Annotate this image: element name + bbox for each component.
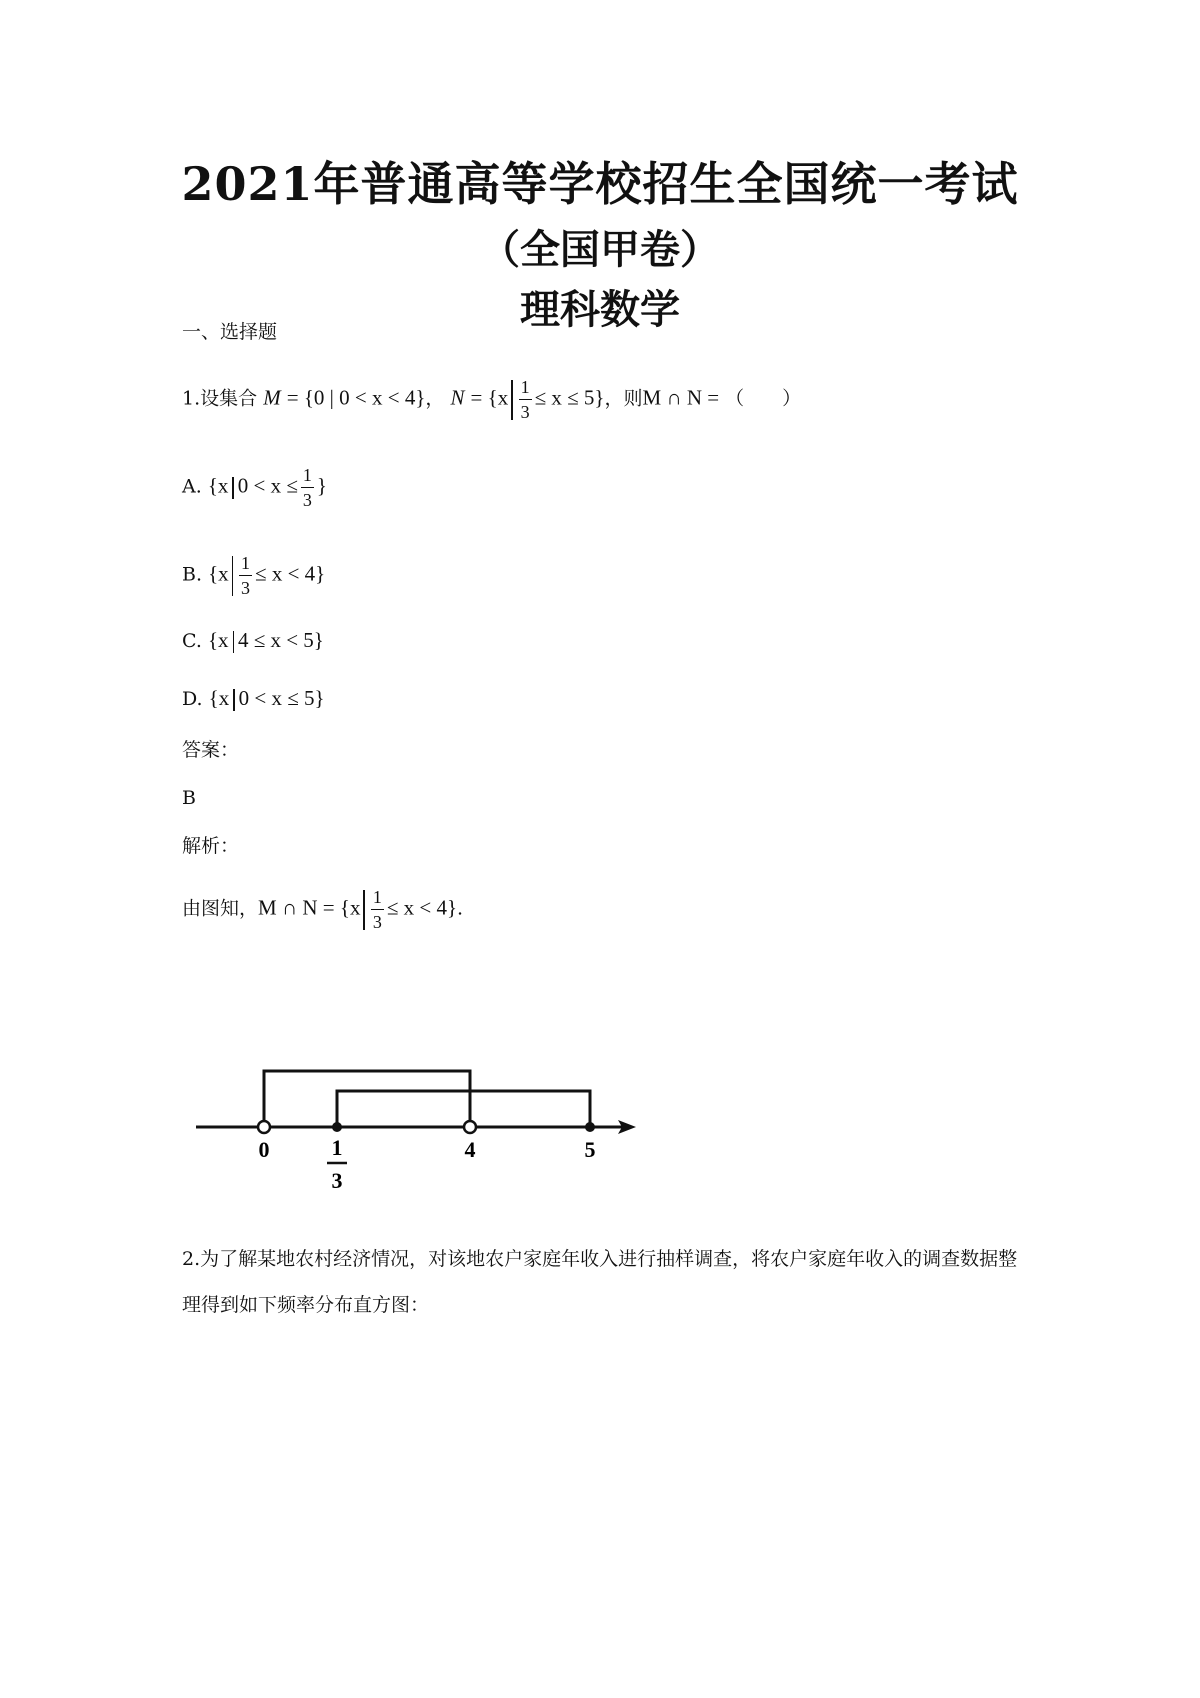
analysis-label: 解析： <box>182 835 240 857</box>
answer-label: 答案： <box>182 739 240 761</box>
analysis-condition: ≤ x < 4} <box>386 895 458 920</box>
question-1-stem <box>182 378 801 421</box>
exam-title: 2021年普通高等学校招生全国统一考试 <box>181 157 1019 211</box>
open-point-4 <box>464 1121 476 1133</box>
set-n-rest: ≤ x ≤ 5} <box>534 385 605 410</box>
closed-point-5 <box>585 1122 595 1132</box>
tick-label-one-third-denominator: 3 <box>331 1168 343 1193</box>
option-d-condition: 0 < x ≤ 5} <box>238 686 325 710</box>
analysis-expression: M ∩ N = {x <box>258 895 361 920</box>
section-label: 一、选择题 <box>182 321 278 343</box>
option-c-condition: 4 ≤ x < 5} <box>237 628 324 652</box>
option-d <box>182 686 325 711</box>
intersection-expression: M ∩ N = <box>642 385 720 410</box>
option-a <box>182 466 327 509</box>
set-m-definition: = {0 | 0 < x < 4} <box>286 385 426 410</box>
analysis-end: . <box>457 897 464 920</box>
set-n-open: = {x <box>470 385 509 410</box>
option-b <box>182 554 325 597</box>
set-builder-bar <box>232 556 233 596</box>
tick-label-one-third-numerator: 1 <box>331 1135 343 1160</box>
fraction-one-third: $\frac{1}{3}$ <box>372 887 382 933</box>
option-label: A. <box>182 475 202 498</box>
option-label: B. <box>182 563 203 586</box>
fraction-one-third: $\frac{1}{3}$ <box>241 553 251 599</box>
question-number: 1. <box>182 387 201 410</box>
analysis-text <box>182 888 463 931</box>
analysis-prefix: 由图知， <box>182 897 259 920</box>
set-builder-bar <box>233 631 234 653</box>
separator: ， <box>425 387 445 410</box>
tick-label-4: 4 <box>464 1137 476 1162</box>
question-prefix: 设集合 <box>200 387 258 410</box>
option-label: C. <box>182 630 202 652</box>
option-label: D. <box>182 688 203 710</box>
exam-subject: 理科数学 <box>520 286 680 333</box>
set-builder-bar <box>232 477 233 499</box>
set-m-symbol: M <box>263 385 281 410</box>
set-builder-bar <box>363 890 364 930</box>
answer-value: B <box>182 787 196 809</box>
set-n-bracket <box>337 1091 590 1127</box>
option-a-close: } <box>316 473 328 498</box>
tick-label-0: 0 <box>258 1137 270 1162</box>
tick-label-5: 5 <box>584 1137 596 1162</box>
option-c-open: {x <box>207 628 229 652</box>
answer-blank: （ ） <box>725 387 802 410</box>
option-b-open: {x <box>208 561 229 586</box>
set-n-symbol: N <box>450 385 465 410</box>
fraction-one-third: $\frac{1}{3}$ <box>520 377 530 423</box>
exam-edition: （全国甲卷） <box>480 226 720 273</box>
option-a-open: {x <box>207 473 229 498</box>
question-2-stem: 2.为了解某地农村经济情况，对该地农户家庭年收入进行抽样调查，将农户家庭年收入的调查数据整理得到如下频率分布直方图： <box>182 1248 1018 1316</box>
option-a-condition: 0 < x ≤ <box>237 473 298 498</box>
set-builder-bar <box>233 689 234 711</box>
option-d-open: {x <box>208 686 230 710</box>
closed-point-one-third <box>332 1122 342 1132</box>
number-line-figure <box>190 1040 650 1205</box>
open-point-0 <box>258 1121 270 1133</box>
then-word: ，则 <box>604 387 643 410</box>
set-m-bracket <box>264 1071 470 1127</box>
option-c <box>182 628 324 653</box>
fraction-one-third: $\frac{1}{3}$ <box>302 465 312 511</box>
set-builder-bar <box>511 380 512 420</box>
option-b-condition: ≤ x < 4} <box>255 561 326 586</box>
